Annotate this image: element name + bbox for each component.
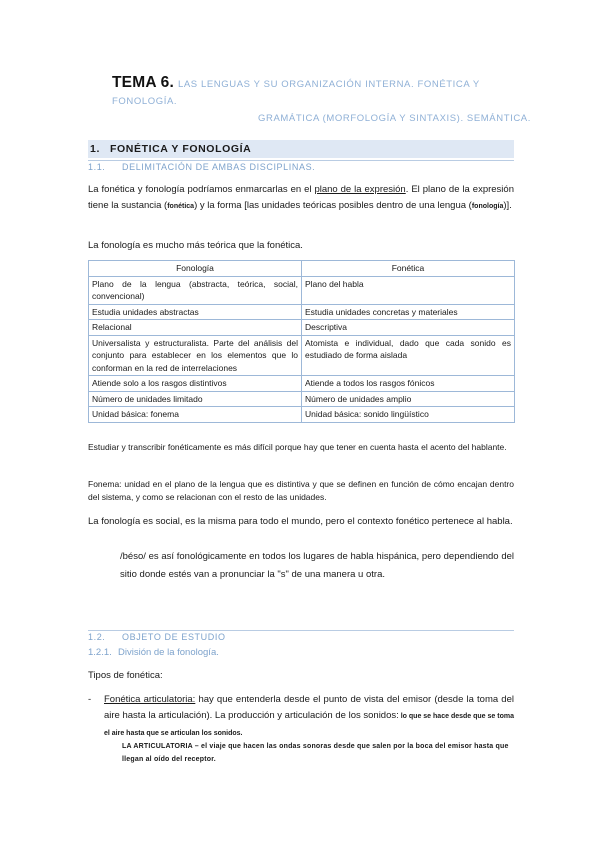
types-label: Tipos de fonética:	[88, 670, 163, 681]
example-quote: /béso/ es así fonológicamente en todos los lugares de habla hispánica, pero dependiendo del sitio donde estés van a pronunciar la "s" de una manera u otra.	[120, 551, 514, 580]
table-cell: Estudia unidades abstractas	[89, 304, 302, 320]
table-cell: Unidad básica: fonema	[89, 407, 302, 423]
list-term: Fonética articulatoria:	[104, 694, 196, 705]
table-cell: Descriptiva	[302, 320, 515, 336]
section-heading-1-2-1	[88, 646, 219, 659]
title-subtitle-line2: GRAMÁTICA (MORFOLOGÍA Y SINTAXIS). SEMÁNTICA.	[258, 113, 531, 124]
paragraph-fonema: Fonema: unidad en el plano de la lengua que es distintiva y que se definen en función de cómo encajan dentro del sistema, y como se relacionan con el resto de las unidades.	[88, 479, 514, 502]
table-row	[89, 391, 515, 407]
section-title: División de la fonología.	[118, 647, 219, 658]
list-text: hay que entenderla desde el punto de vista del emisor (desde la toma del aire hasta la articulación). La producción y articulación de los sonidos:	[104, 694, 514, 721]
table-row	[89, 304, 515, 320]
document-title	[112, 74, 532, 127]
table-cell: Atiende solo a los rasgos distintivos	[89, 376, 302, 392]
section-title: DELIMITACIÓN DE AMBAS DISCIPLINAS.	[122, 162, 316, 172]
table-cell: Unidad básica: sonido lingüístico	[302, 407, 515, 423]
title-subtitle-line1: LAS LENGUAS Y SU ORGANIZACIÓN INTERNA. FONÉTICA Y FONOLOGÍA.	[112, 79, 480, 107]
table-cell: Número de unidades amplio	[302, 391, 515, 407]
paragraph-intro: La fonética y fonología podríamos enmarcarlas en el plano de la expresión. El plano de la expresión tiene la sustancia (fonética) y la forma [las unidades teóricas posibles dentro de una lengua (fonología)].	[88, 184, 514, 211]
comparison-table	[88, 260, 515, 423]
table-cell: Estudia unidades concretas y materiales	[302, 304, 515, 320]
table-row	[89, 407, 515, 423]
section-heading-1-1	[88, 160, 514, 174]
section-title: OBJETO DE ESTUDIO	[122, 632, 226, 642]
table-cell: Plano del habla	[302, 276, 515, 304]
title-main: TEMA 6.	[112, 74, 174, 91]
underlined-term: plano de la expresión	[314, 184, 406, 195]
table-cell: Atomista e individual, dado que cada sonido es estudiado de forma aislada	[302, 335, 515, 376]
table-cell: Relacional	[89, 320, 302, 336]
table-header-cell: Fonética	[302, 261, 515, 277]
table-cell: Universalista y estructuralista. Parte del análisis del conjunto para establecer en los elementos que lo conforman en la red de interrelaciones	[89, 335, 302, 376]
list-note: lo que se hace desde que se toma el aire hasta que se articulan los sonidos.	[104, 713, 514, 737]
paragraph-social: La fonología es social, es la misma para todo el mundo, pero el contexto fonético pertenece al habla.	[88, 516, 513, 527]
table-cell: Número de unidades limitado	[89, 391, 302, 407]
section-number: 1.	[90, 143, 100, 155]
table-cell: Atiende a todos los rasgos fónicos	[302, 376, 515, 392]
section-number: 1.1.	[88, 162, 106, 172]
paragraph-theory: La fonología es mucho más teórica que la fonética.	[88, 240, 303, 251]
table-header-row	[89, 261, 515, 277]
section-number: 1.2.1.	[88, 647, 112, 658]
table-cell: Plano de la lengua (abstracta, teórica, social, convencional)	[89, 276, 302, 304]
table-row	[89, 276, 515, 304]
table-row	[89, 335, 515, 376]
section-heading-1	[88, 140, 514, 158]
table-row	[89, 320, 515, 336]
list-item	[88, 692, 514, 742]
section-number: 1.2.	[88, 632, 106, 642]
table-row	[89, 376, 515, 392]
bullet-marker: -	[88, 694, 92, 705]
paragraph-transcribe: Estudiar y transcribir fonéticamente es más difícil porque hay que tener en cuenta hasta el acento del hablante.	[88, 442, 507, 452]
table-header-cell: Fonología	[89, 261, 302, 277]
sub-note: LA ARTICULATORIA – el viaje que hacen las ondas sonoras desde que salen por la boca del emisor hasta que llegan al oído del receptor.	[122, 743, 509, 763]
section-title: FONÉTICA Y FONOLOGÍA	[110, 143, 252, 155]
section-heading-1-2	[88, 630, 514, 644]
